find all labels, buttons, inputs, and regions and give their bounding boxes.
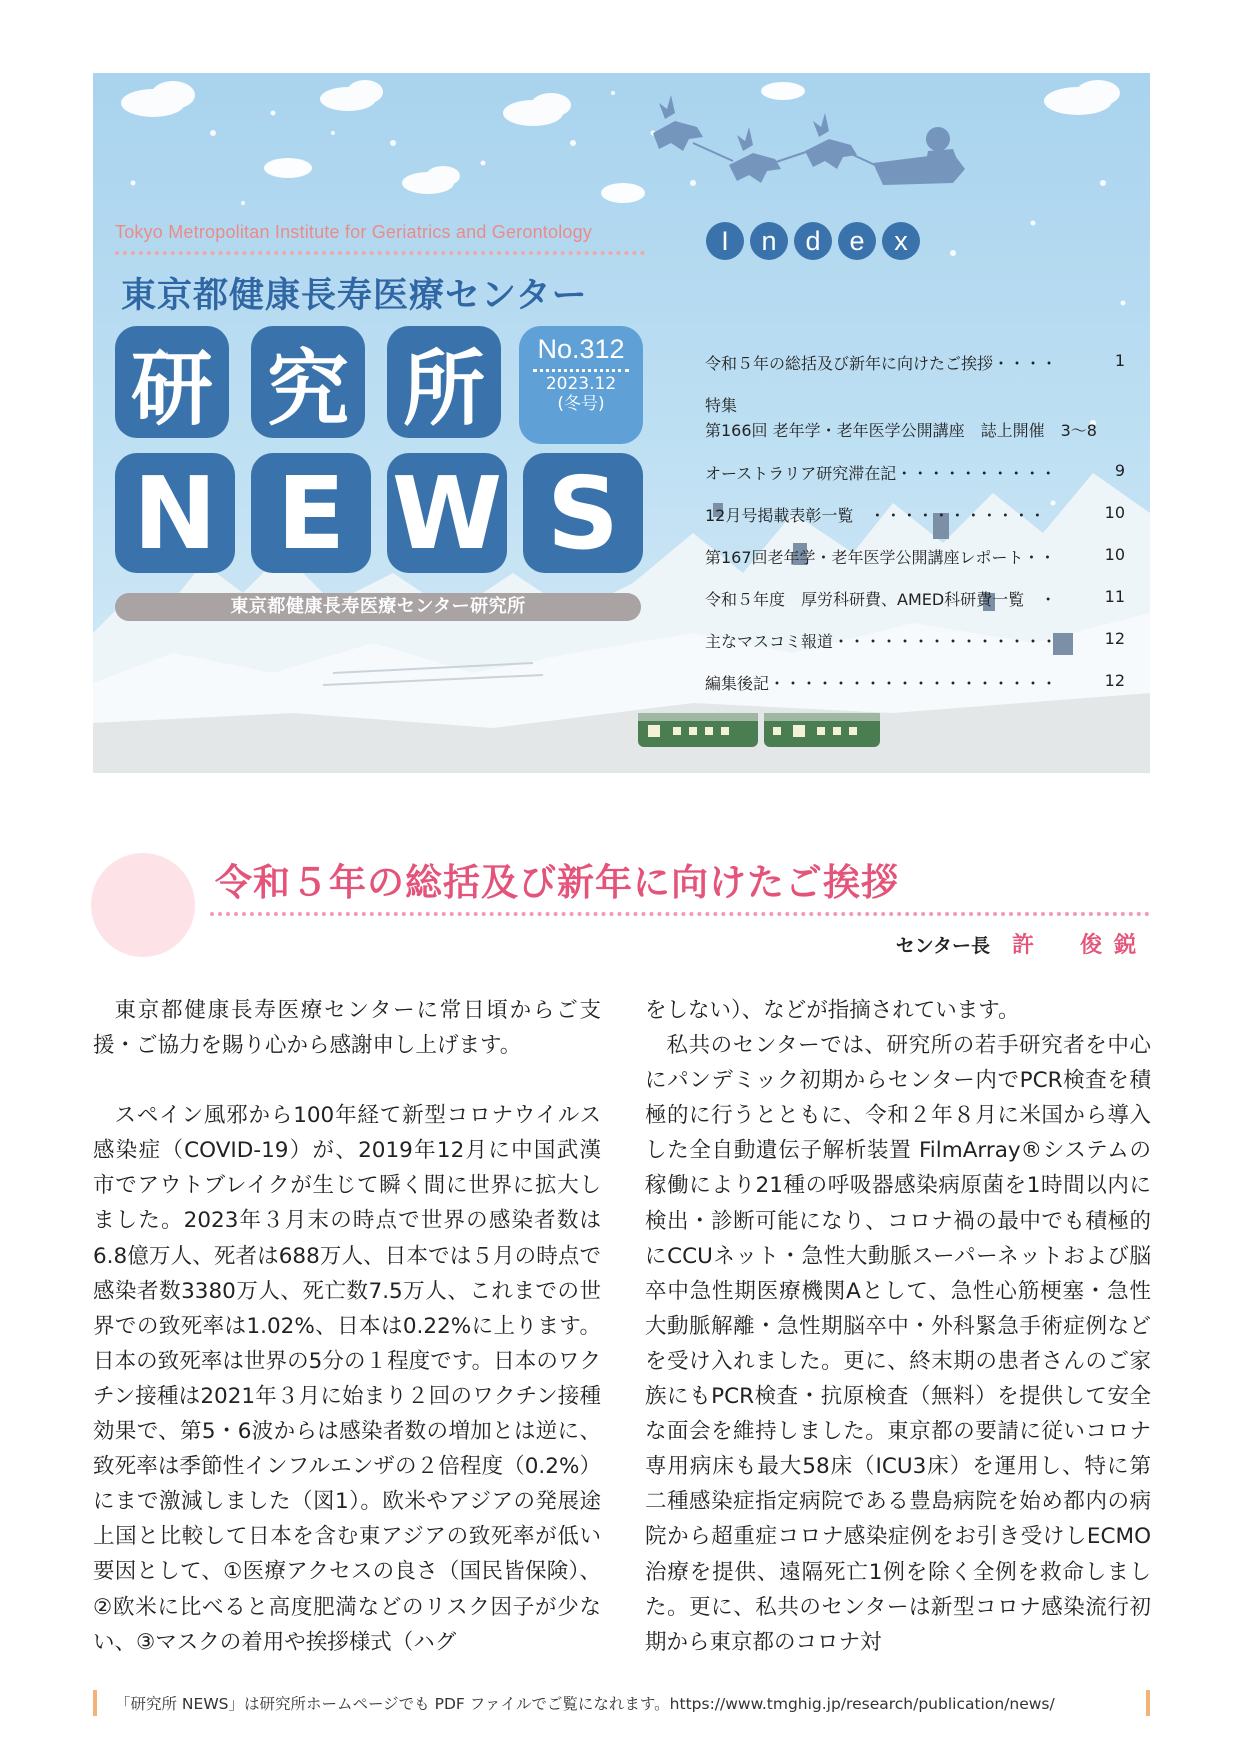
toc-item-label: 第166回 老年学・老年医学公開講座 誌上開催 3～8 <box>705 421 1097 440</box>
page-footer <box>93 1688 1150 1718</box>
author-name: 許 俊鋭 <box>1011 933 1148 958</box>
toc-item-label: 主なマスコミ報道・・・・・・・・・・・・・・ <box>705 632 1058 651</box>
index-letter: e <box>838 222 876 260</box>
toc-item-label: 編集後記・・・・・・・・・・・・・・・・・・ <box>705 674 1058 693</box>
author-role: センター長 <box>895 935 990 957</box>
toc-item[interactable] <box>705 503 1125 526</box>
toc-item-page: 10 <box>1104 545 1125 564</box>
news-tile-s: S <box>523 453 643 573</box>
index-heading <box>706 222 920 266</box>
article-column-left <box>93 993 601 1660</box>
news-tile-e: E <box>251 453 371 573</box>
dotted-divider <box>115 251 645 255</box>
institute-name-japanese: 東京都健康長寿医療センター <box>121 276 588 316</box>
title-tile-3: 所 <box>387 326 501 438</box>
subtitle-pill: 東京都健康長寿医療センター研究所 <box>115 593 641 621</box>
toc-item-label: 令和５年の総括及び新年に向けたご挨拶・・・・ <box>705 354 1058 373</box>
index-letter: d <box>794 222 832 260</box>
index-letter: n <box>750 222 788 260</box>
issue-season: (冬号) <box>557 394 605 414</box>
issue-number: No.312 <box>537 334 625 364</box>
toc-item-label: 第167回老年学・老年医学公開講座レポート・・ <box>705 548 1056 567</box>
paragraph: をしない）、などが指摘されています。 <box>645 998 1020 1023</box>
toc-item[interactable] <box>705 351 1125 374</box>
toc-item[interactable] <box>705 545 1125 568</box>
footer-accent-bar <box>93 1690 97 1716</box>
paragraph: 私共のセンターでは、研究所の若手研究者を中心にパンデミック初期からセンター内でPCR検査を積極的に行うとともに、令和２年８月に米国から導入した全自動遺伝子解析装置 FilmArray®システムの稼働により21種の呼吸器感染病原菌を1時間以内に検出・診断可能になり、コロナ禍の最中でも積極的にCCUネット・急性大動脈スーパーネットおよび脳卒中急性期医療機関Aとして、急性心筋梗塞・急性大動脈解離・急性期脳卒中・外科緊急手術症例などを受け入れました。更に、終末期の患者さんのご家族にもPCR検査・抗原検査（無料）を提供して安全な面会を維持しました。東京都の要請に従いコロナ専用病床も最大58床（ICU3床）を運用し、特に第二種感染症指定病院である豊島病院を始め都内の病院から超重症コロナ感染症例をお引き受けしECMO治療を提供、遠隔死亡1例を除く全例を救命しました。更に、私共のセンターは新型コロナ感染流行初期から東京都のコロナ対 <box>645 1033 1151 1655</box>
news-tile-w: W <box>387 453 507 573</box>
institute-name-english: Tokyo Metropolitan Institute for Geriatrics and Gerontology <box>115 222 593 242</box>
issue-date: 2023.12 <box>545 374 617 394</box>
article-author <box>896 928 1148 959</box>
header-banner <box>93 73 1150 773</box>
toc-item[interactable] <box>705 461 1125 484</box>
decorative-circle <box>91 853 195 957</box>
toc-item-label: 12月号掲載表彰一覧 ・・・・・・・・・・・ <box>705 506 1046 525</box>
title-tile-1: 研 <box>115 326 229 438</box>
toc-item[interactable] <box>705 393 1125 416</box>
paragraph-gap <box>93 1063 601 1098</box>
sleigh-silhouette <box>653 95 965 185</box>
index-letter: I <box>706 222 744 260</box>
news-tile-n: N <box>115 453 235 573</box>
toc-item-page: 12 <box>1104 671 1125 690</box>
toc-item[interactable] <box>705 418 1125 441</box>
footer-accent-bar <box>1146 1690 1150 1716</box>
article-column-right <box>645 993 1151 1660</box>
dotted-divider <box>533 369 629 372</box>
toc-item[interactable] <box>705 587 1125 610</box>
toc-item-page: 1 <box>1114 351 1125 370</box>
paragraph: スペイン風邪から100年経て新型コロナウイルス感染症（COVID-19）が、2019年12月に中国武漢市でアウトブレイクが生じて瞬く間に世界に拡大しました。2023年３月末の時点で世界の感染者数は6.8億万人、死者は688万人、日本では５月の時点で感染者数3380万人、死亡数7.5万人、これまでの世界での致死率は1.02%、日本は0.22%に上ります。日本の致死率は世界の5分の１程度です。日本のワクチン接種は2021年３月に始まり２回のワクチン接種効果で、第5・6波からは感染者数の増加とは逆に、致死率は季節性インフルエンザの２倍程度（0.2%）にまで激減しました（図1）。欧米やアジアの発展途上国と比較して日本を含む東アジアの致死率が低い要因として、①医療アクセスの良さ（国民皆保険）、②欧米に比べると高度肥満などのリスク因子が少ない、③マスクの着用や挨拶様式（ハグ <box>93 1103 601 1655</box>
toc-item-label: 特集 <box>705 396 738 415</box>
toc-item-label: オーストラリア研究滞在記・・・・・・・・・・ <box>705 464 1057 483</box>
paragraph: 東京都健康長寿医療センターに常日頃からご支援・ご協力を賜り心から感謝申し上げます。 <box>93 998 601 1059</box>
toc-item-page: 9 <box>1114 461 1125 480</box>
toc-item-page: 10 <box>1104 503 1125 522</box>
dotted-divider <box>210 912 1150 916</box>
article-title: 令和５年の総括及び新年に向けたご挨拶 <box>215 861 899 904</box>
toc-item[interactable] <box>705 629 1125 652</box>
toc-item[interactable] <box>705 671 1125 694</box>
toc-item-page: 12 <box>1104 629 1125 648</box>
title-tile-2: 究 <box>251 326 365 438</box>
index-letter: x <box>882 222 920 260</box>
footer-text: 「研究所 NEWS」は研究所ホームページでも PDF ファイルでご覧になれます。https://www.tmghig.jp/research/publication/news/ <box>115 1695 1055 1713</box>
toc-item-label: 令和５年度 厚労科研費、AMED科研費一覧 ・ <box>705 590 1057 609</box>
issue-badge <box>519 326 643 444</box>
toc-item-page: 11 <box>1104 587 1125 606</box>
